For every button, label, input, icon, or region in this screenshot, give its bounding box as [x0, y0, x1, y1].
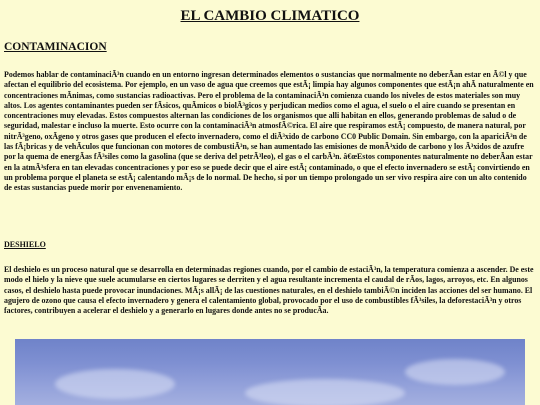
- section-heading-deshielo: DESHIELO: [4, 240, 46, 249]
- section-body-deshielo: El deshielo es un proceso natural que se desarrolla en determinadas regiones cuando, por el cambio de estaciÃ³n, la temperatura comienza a ascender. De este modo el hielo y la nieve que suele acumularse en ciertos lugares se derriten y el agua resultante incrementa el caudal de rÃos, lagos, arroyos, etc. En algunos casos, el deshielo hasta puede provocar inundaciones. MÃ¡s allÃ¡ de las cuestiones naturales, en el deshielo tambiÃ©n inciden las acciones del ser humano. El agujero de ozono que causa el efecto invernadero y genera el calentamiento global, provocado por el uso de combustibles fÃ³siles, la deforestaciÃ³n y otros factores, contribuyen a acelerar el deshielo y a generarlo en lugares donde antes no se producÃa.: [4, 265, 534, 316]
- section-heading-contaminacion: CONTAMINACION: [4, 41, 107, 53]
- sky-photo: [15, 339, 525, 405]
- photo-cloud: [55, 369, 175, 399]
- photo-cloud: [245, 379, 405, 405]
- photo-cloud: [405, 359, 505, 385]
- page-title: EL CAMBIO CLIMATICO: [180, 8, 360, 24]
- section-body-contaminacion: Podemos hablar de contaminaciÃ³n cuando en un entorno ingresan determinados elementos o sustancias que normalmente no deberÃan estar en Ã©l y que afectan el equilibrio del ecosistema. Por ejemplo, en un vaso de agua que creemos que estÃ¡ limpia hay algunos componentes que estÃ¡n ahÃ naturalmente en concentraciones mÃnimas, como sustancias radioactivas. Pero el problema de la contaminaciÃ³n comienza cuando los niveles de estos materiales son muy altos. Los agentes contaminantes pueden ser fÃsicos, quÃmicos o biolÃ³gicos y perjudican medios como el agua, el suelo o el aire cuando se presentan en concentraciones muy elevadas. Estos compuestos alternan las condiciones de los organismos que alli habitan en ellos, generando problemas de salud o de seguridad, malestar e incluso la muerte. Esto ocurre con la contaminaciÃ³n atmosfÃ©rica. El aire que respiramos estÃ¡ compuesto, de manera natural, por nitrÃ³geno, oxÃgeno y otros gases que producen el efecto invernadero, como el diÃ³xido de carbono CC0 Public Domain. Sin embargo, con la apariciÃ³n de las fÃ¡bricas y de vehÃculos que funcionan con motores de combustiÃ³n, se han aumentado las emisiones de monÃ³xido de carbono y los Ã³xidos de azufre por la quema de energÃas fÃ³siles como la gasolina (que se deriva del petrÃ³leo), el gas o el carbÃ³n. â€œEstos componentes naturalmente no deberÃan estar en la atmÃ³sfera en tan elevadas concentraciones y por eso se puede decir que el aire estÃ¡ contaminado, o que el efecto invernadero se estÃ¡ convirtiendo en un problema porque el planeta se estÃ¡ calentando mÃ¡s de lo normal. De hecho, si por un tiempo prolongado un ser vivo respira aire con un alto contenido de estas sustancias puede morir por envenenamiento.: [4, 70, 534, 193]
